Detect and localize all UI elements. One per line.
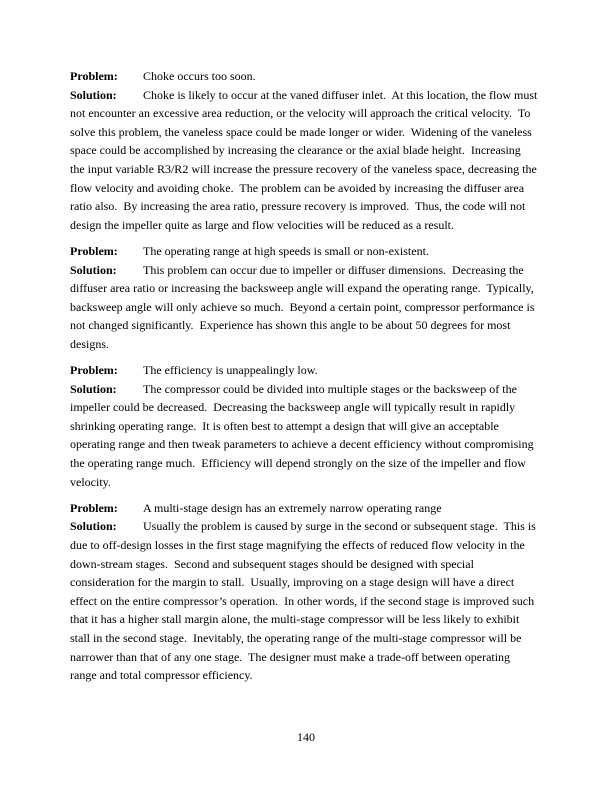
problem-label: Problem: [70, 69, 118, 83]
solution-text-line: design the impeller quite as large and flow velocities will be reduced as a result. [70, 217, 454, 232]
problem-solution-section [70, 67, 548, 234]
problem-text: The operating range at high speeds is small or non-existent. [143, 243, 429, 258]
text-line [70, 335, 548, 354]
problem-solution-section [70, 499, 548, 685]
solution-text-line: ratio also. By increasing the area ratio, pressure recovery is improved. Thus, the code will not [70, 199, 526, 214]
problem-text: The efficiency is unappealingly low. [143, 363, 318, 378]
problem-text: A multi-stage design has an extremely narrow operating range [143, 500, 442, 515]
text-line [70, 592, 548, 611]
solution-text-line: solve this problem, the vaneless space could be made longer or wider. Widening of the vaneless [70, 124, 532, 139]
solution-text-line: designs. [70, 336, 109, 351]
solution-text-line: diffuser area ratio or increasing the backsweep angle will expand the operating range. Typically, [70, 281, 534, 296]
solution-text-line: The compressor could be divided into multiple stages or the backsweep of the [143, 381, 517, 396]
text-line [70, 67, 548, 86]
problem-label: Problem: [70, 500, 118, 515]
solution-text-line: velocity. [70, 474, 111, 489]
solution-text-line: down-stream stages. Second and subsequent stages should be designed with special [70, 556, 474, 571]
text-line [70, 279, 548, 298]
solution-text-line: space could be accomplished by increasing the clearance or the axial blade height. Increasing [70, 143, 521, 158]
text-line [70, 417, 548, 436]
text-line [70, 160, 548, 179]
text-line [70, 398, 548, 417]
solution-text-line: effect on the entire compressor’s operation. In other words, if the second stage is improved such [70, 593, 535, 608]
solution-label: Solution: [70, 87, 117, 102]
text-line [70, 123, 548, 142]
solution-text-line: shrinking operating range. It is often best to attempt a design that will give an acceptable [70, 418, 499, 433]
problem-solution-section [70, 242, 548, 354]
text-line [70, 536, 548, 555]
solution-text-line: stall in the second stage. Inevitably, the operating range of the multi-stage compressor will be [70, 631, 522, 645]
solution-text-line: Choke is likely to occur at the vaned diffuser inlet. At this location, the flow must [143, 87, 538, 102]
solution-text-line: not changed significantly. Experience has shown this angle to be about 50 degrees for most [70, 318, 511, 333]
solution-text-line: impeller could be decreased. Decreasing the backsweep angle will typically result in rapidly [70, 400, 516, 415]
solution-text-line: consideration for the margin to stall. Usually, improving on a stage design will have a direct [70, 575, 515, 590]
text-block [70, 67, 548, 685]
page-number: 140 [297, 730, 315, 744]
text-line [70, 141, 548, 160]
text-line [70, 454, 548, 473]
solution-label: Solution: [70, 262, 117, 277]
text-line [70, 435, 548, 454]
text-line [70, 555, 548, 574]
problem-label: Problem: [70, 243, 118, 258]
solution-label: Solution: [70, 519, 117, 534]
solution-text-line: narrower than that of any one stage. The designer must make a trade-off between operating [70, 649, 511, 664]
text-line [70, 242, 548, 261]
text-line [70, 629, 548, 648]
text-line [70, 610, 548, 629]
problem-text: Choke occurs too soon. [143, 69, 256, 83]
text-line [70, 573, 548, 592]
solution-text-line: range and total compressor efficiency. [70, 668, 253, 683]
problem-solution-section [70, 361, 548, 491]
solution-text-line: flow velocity and avoiding choke. The problem can be avoided by increasing the diffuser area [70, 180, 525, 195]
solution-text-line: Usually the problem is caused by surge in the second or subsequent stage. This is [143, 519, 536, 534]
solution-text-line: operating range and then tweak parameters to achieve a decent efficiency without compromising [70, 437, 534, 452]
text-line [70, 261, 548, 280]
text-line [70, 197, 548, 216]
solution-text-line: not encounter an excessive area reduction, or the velocity will approach the critical velocity. To [70, 106, 531, 121]
text-line [70, 104, 548, 123]
text-line [70, 499, 548, 518]
text-line [70, 216, 548, 235]
solution-text-line: due to off-design losses in the first stage magnifying the effects of reduced flow velocity in the [70, 538, 525, 553]
text-line [70, 380, 548, 399]
text-line [70, 517, 548, 536]
solution-text-line: the operating range much. Efficiency will depend strongly on the size of the impeller and flow [70, 456, 526, 471]
solution-text-line: This problem can occur due to impeller or diffuser dimensions. Decreasing the [143, 262, 524, 277]
text-line [70, 316, 548, 335]
solution-text-line: that it has a higher stall margin alone, the multi-stage compressor will be less likely to exhibit [70, 612, 520, 627]
text-line [70, 298, 548, 317]
text-line [70, 666, 548, 685]
text-line [70, 361, 548, 380]
solution-text-line: backsweep angle will only achieve so much. Beyond a certain point, compressor performance is [70, 299, 535, 314]
solution-text-line: the input variable R3/R2 will increase the pressure recovery of the vaneless space, decreasing the [70, 161, 537, 176]
solution-label: Solution: [70, 381, 117, 396]
text-line [70, 648, 548, 667]
text-line [70, 473, 548, 492]
text-line [70, 179, 548, 198]
problem-label: Problem: [70, 363, 118, 378]
text-line [70, 86, 548, 105]
